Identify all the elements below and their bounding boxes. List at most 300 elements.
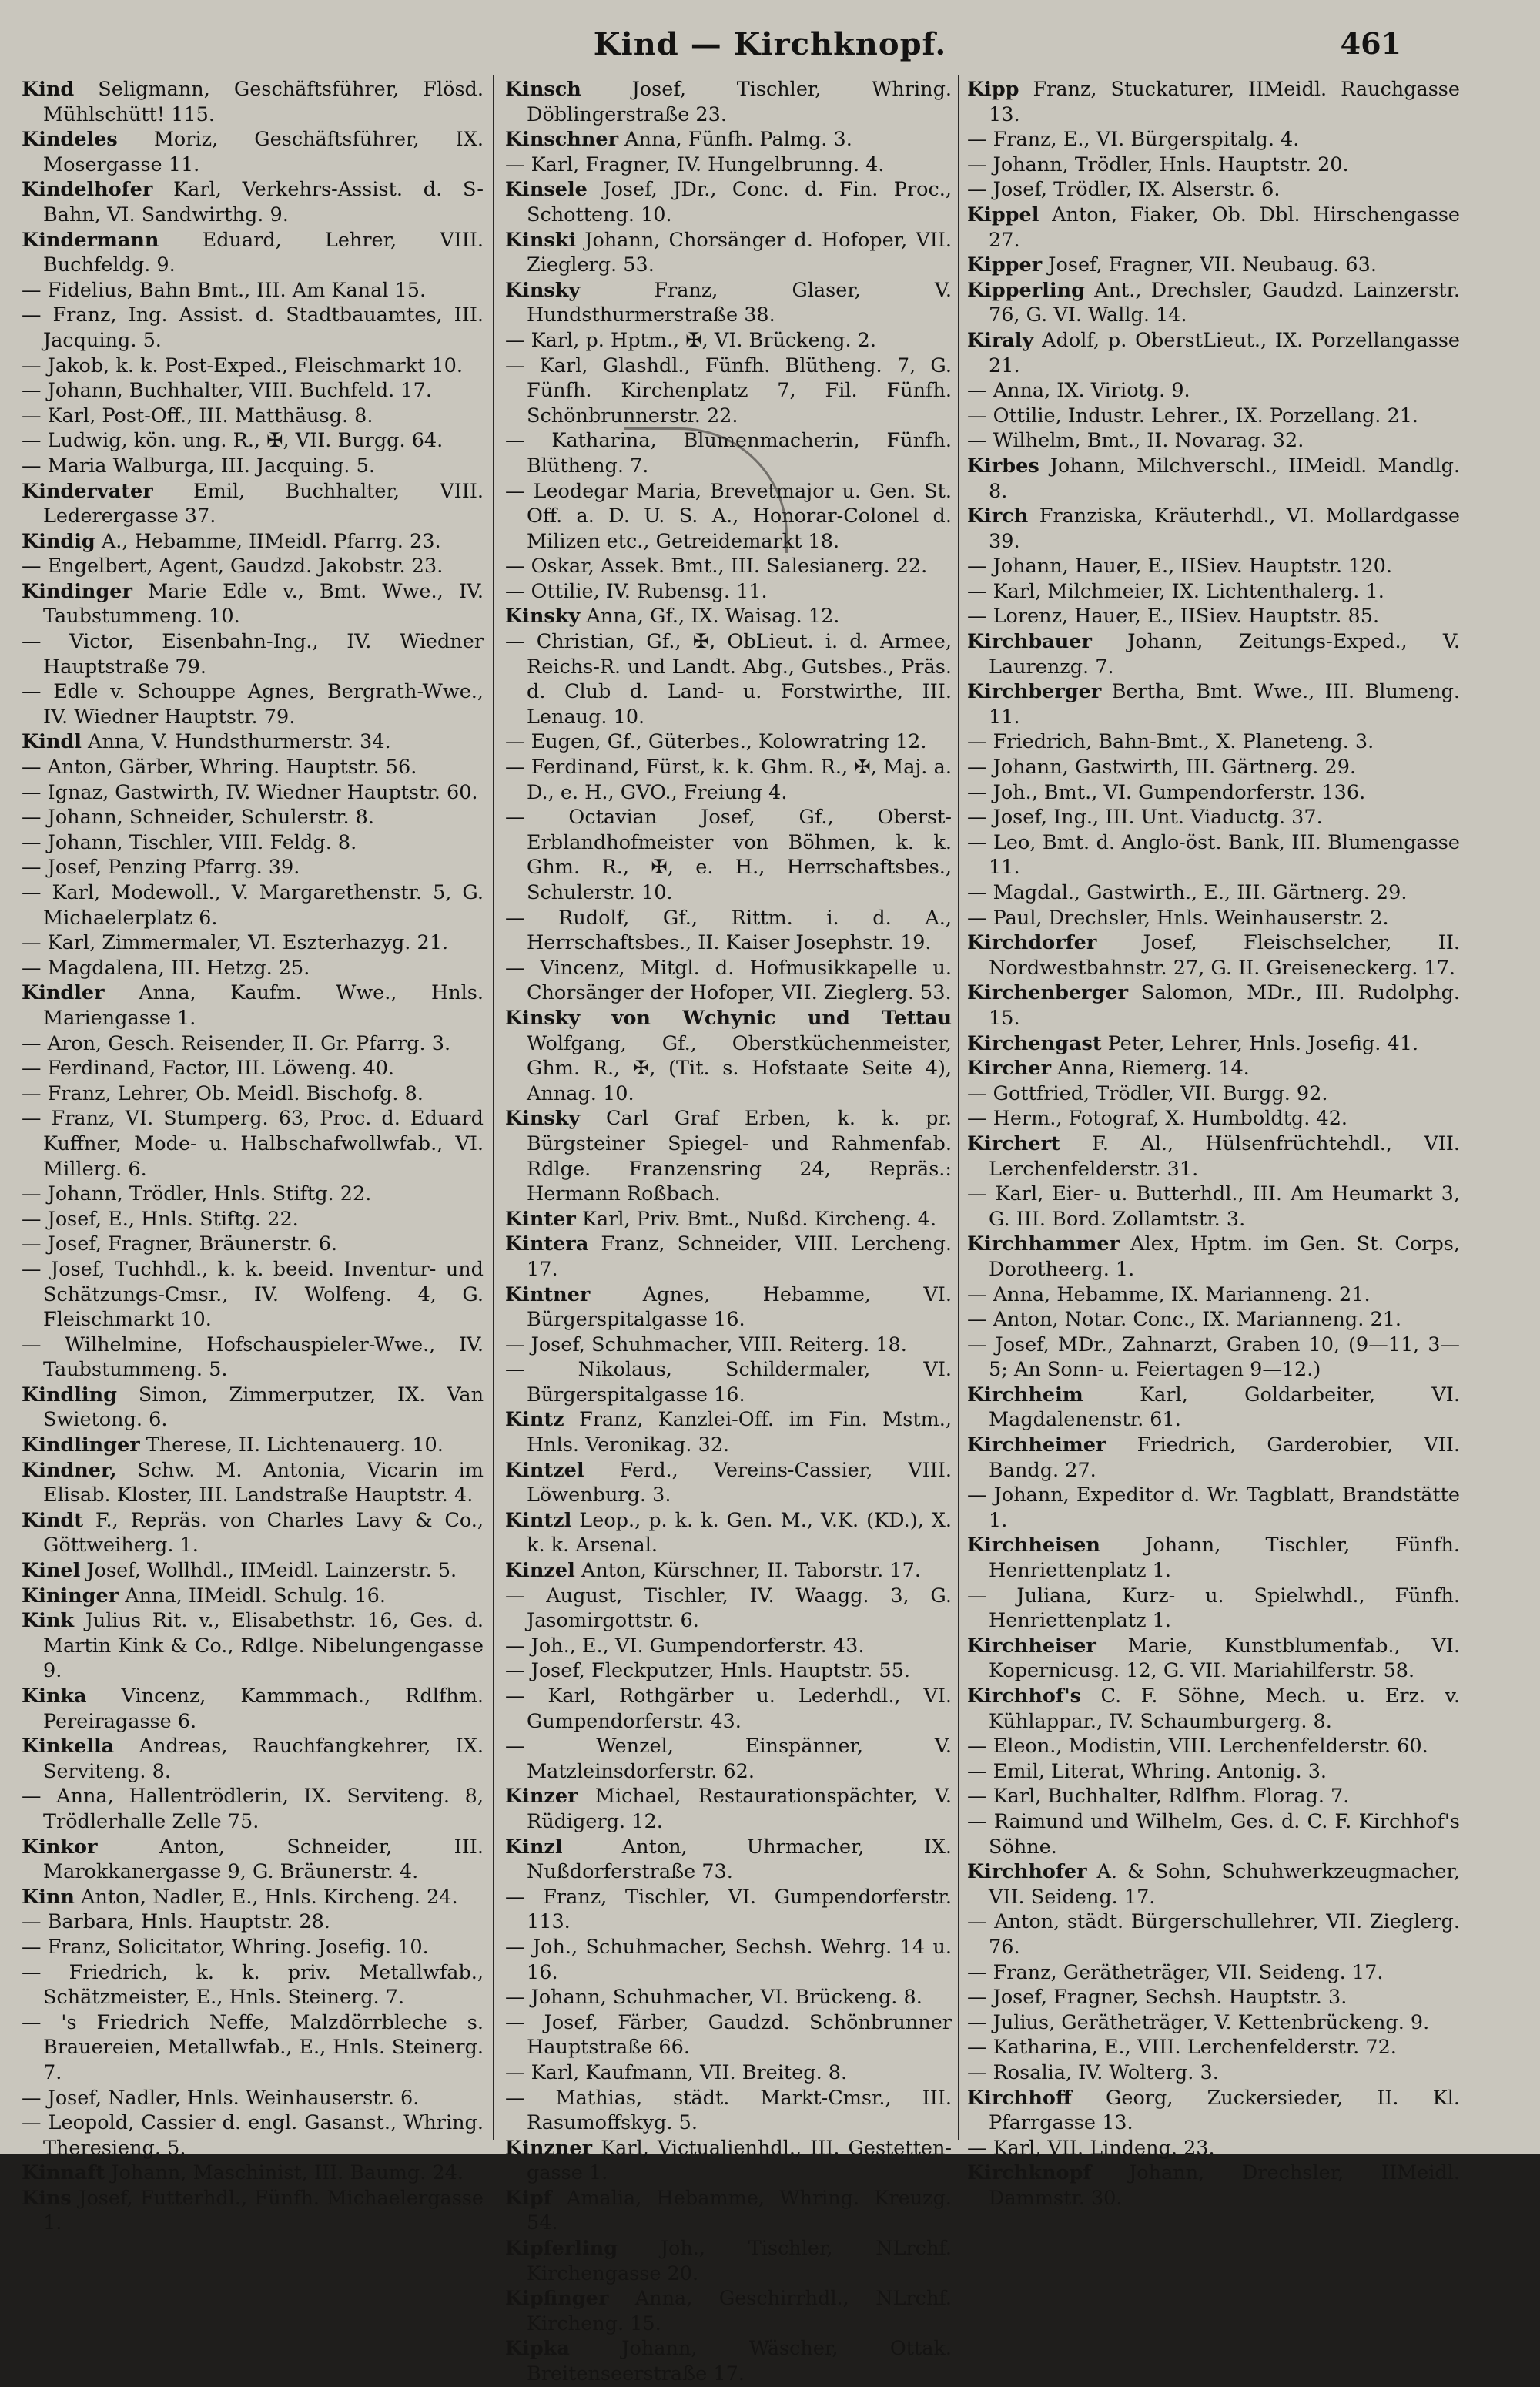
entry-details: Marie Edle v., Bmt. Wwe., IV. Taubstummeng. 10. (43, 579, 484, 629)
entry-details: — Eleon., Modistin, VIII. Lerchenfelderstr. 60. (967, 1735, 1428, 1758)
entry-details: — Anton, städt. Bürgerschullehrer, VII. Zieglerg. 76. (967, 1910, 1460, 1959)
directory-entry (505, 2186, 952, 2236)
entry-surname: Kinski (505, 228, 577, 252)
entry-details: — Johann, Tischler, VIII. Feldg. 8. (22, 830, 357, 854)
entry-surname: Kirchert (967, 1131, 1060, 1155)
entry-details: — Joh., Schuhmacher, Sechsh. Wehrg. 14 u. 16. (505, 1935, 952, 1984)
directory-entry (967, 729, 1460, 755)
entry-details: — Franz, VI. Stumperg. 63, Proc. d. Eduard Kuffner, Mode- u. Halbschafwollwfab., VI. Millerg. 6. (22, 1107, 484, 1181)
entry-details: — Anna, IX. Viriotg. 9. (967, 379, 1190, 403)
directory-entry (505, 1885, 952, 1935)
entry-surname: Kink (22, 1609, 75, 1633)
directory-entry (967, 880, 1460, 906)
directory-entry (967, 780, 1460, 806)
entry-details: — Wilhelmine, Hofschauspieler-Wwe., IV. Taubstummeng. 5. (22, 1333, 484, 1382)
entry-details: Johann, Tischler, Fünfh. Henriettenplatz 1. (989, 1534, 1460, 1583)
directory-entry (22, 1935, 484, 1960)
directory-entry (967, 554, 1460, 579)
directory-entry (22, 177, 484, 227)
entry-details: — Herm., Fotograf, X. Humboldtg. 42. (967, 1107, 1348, 1131)
entry-surname: Kirchhof's (967, 1685, 1082, 1708)
directory-entry (967, 1282, 1460, 1308)
directory-entry (22, 1584, 484, 1609)
directory-entry (967, 2136, 1460, 2161)
entry-details: Franz, Stuckaturer, IIMeidl. Rauchgasse 13. (989, 78, 1460, 126)
entry-details: Therese, II. Lichtenauerg. 10. (139, 1433, 444, 1457)
entry-surname: Kindinger (22, 579, 132, 603)
directory-entry (967, 2161, 1460, 2211)
entry-details: Anton, Uhrmacher, IX. Nußdorferstraße 73. (527, 1835, 952, 1884)
entry-details: — Julius, Gerätheträger, V. Kettenbrückeng. 9. (967, 2010, 1430, 2034)
directory-entry (967, 454, 1460, 504)
directory-entry (505, 1658, 952, 1684)
entry-details: — Josef, MDr., Zahnarzt, Graben 10, (9—11, 3—5; An Sonn- u. Feiertagen 9—12.) (967, 1333, 1460, 1382)
entry-details: — 's Friedrich Neffe, Malzdörrbleche s. Brauereien, Metallwfab., E., Hnls. Steinerg. 7. (22, 2010, 484, 2084)
directory-entry (22, 981, 484, 1031)
entry-details: — Karl, Buchhalter, Rdlfhm. Florag. 7. (967, 1785, 1350, 1809)
directory-entry (505, 1584, 952, 1634)
directory-entry (22, 1182, 484, 1207)
entry-details: — Friedrich, Bahn-Bmt., X. Planeteng. 3. (967, 730, 1374, 754)
entry-details: Emil, Buchhalter, VIII. Lederergasse 37. (43, 479, 484, 528)
entry-details: Josef, Wollhdl., IIMeidl. Lainzerstr. 5. (80, 1559, 457, 1583)
entry-details: A., Hebamme, IIMeidl. Pfarrg. 23. (95, 529, 441, 553)
directory-entry (505, 1835, 952, 1885)
directory-entry (967, 1131, 1460, 1182)
directory-entry (967, 203, 1460, 253)
entry-details: — Josef, Tuchhdl., k. k. beeid. Inventur- und Schätzungs-Cmsr., IV. Wolfeng. 4, G. Fleischmarkt 10. (22, 1257, 484, 1332)
entry-details: Andreas, Rauchfangkehrer, IX. Serviteng. 8. (43, 1735, 484, 1783)
directory-entry (967, 1383, 1460, 1433)
entry-details: — Ottilie, IV. Rubensg. 11. (505, 579, 768, 603)
directory-entry (967, 579, 1460, 605)
entry-details: — Katharina, Blumenmacherin, Fünfh. Blütheng. 7. (505, 429, 952, 478)
entry-details: Anna, V. Hundsthurmerstr. 34. (81, 730, 391, 754)
entry-details: — Franz, Tischler, VI. Gumpendorferstr. 113. (505, 1885, 952, 1934)
directory-entry (967, 153, 1460, 178)
entry-details: Amalia, Hebamme, Whring. Kreuzg. 54. (527, 2186, 952, 2235)
entry-details: — Oskar, Assek. Bmt., III. Salesianerg. 22. (505, 555, 928, 578)
directory-entry (967, 504, 1460, 554)
entry-details: Wolfgang, Gf., Oberstküchenmeister, Ghm. R., ✠, (Tit. s. Hofstaate Seite 4), Annag. 10. (527, 1031, 952, 1105)
entry-surname: Kipperling (967, 278, 1085, 302)
entry-details: — Josef, Schuhmacher, VIII. Reiterg. 18. (505, 1333, 907, 1356)
entry-details: — Juliana, Kurz- u. Spielwhdl., Fünfh. Henriettenplatz 1. (967, 1584, 1460, 1633)
directory-entry (967, 679, 1460, 729)
entry-details: — Gottfried, Trödler, VII. Burgg. 92. (967, 1081, 1328, 1105)
entry-surname: Kirchbauer (967, 630, 1092, 654)
entry-surname: Kintzl (505, 1508, 572, 1532)
directory-entry (505, 77, 952, 127)
directory-entry (505, 1207, 952, 1232)
entry-surname: Kindner, (22, 1458, 117, 1482)
entry-details: — Octavian Josef, Gf., Oberst-Erblandhofmeister von Böhmen, k. k. Ghm. R., ✠, e. H., Herrschaftsbes., Schulerstr. 10. (505, 806, 952, 904)
entry-details: — Eugen, Gf., Güterbes., Kolowratring 12. (505, 730, 927, 754)
directory-entry (967, 1483, 1460, 1533)
entry-surname: Kinel (22, 1559, 81, 1583)
directory-entry (505, 1232, 952, 1282)
directory-entry (967, 981, 1460, 1031)
directory-entry (967, 1081, 1460, 1107)
directory-entry (22, 1433, 484, 1458)
entry-surname: Kintera (505, 1232, 589, 1256)
directory-entry (505, 956, 952, 1006)
entry-details: — Karl, Rothgärber u. Lederhdl., VI. Gumpendorferstr. 43. (505, 1685, 952, 1733)
entry-details: Friedrich, Garderobier, VII. Bandg. 27. (989, 1433, 1460, 1482)
column-divider (958, 75, 959, 2140)
entry-details: — Josef, Fragner, Sechsh. Hauptstr. 3. (967, 1986, 1348, 2010)
directory-entry (22, 127, 484, 177)
directory-entry (505, 906, 952, 956)
entry-details: Seligmann, Geschäftsführer, Flösd. Mühlschütt! 115. (43, 78, 484, 126)
entry-details: — Karl, Glashdl., Fünfh. Blütheng. 7, G. Fünfh. Kirchenplatz 7, Fil. Fünfh. Schönbrunnerstr. 22. (505, 354, 952, 427)
directory-entry (967, 328, 1460, 378)
entry-details: Johann, Maschinist, III. Baumg. 24. (105, 2161, 464, 2185)
directory-entry (22, 554, 484, 579)
directory-entry (967, 906, 1460, 931)
entry-details: — Johann, Buchhalter, VIII. Buchfeld. 17. (22, 379, 432, 403)
directory-entry (505, 2236, 952, 2286)
entry-details: Franziska, Kräuterhdl., VI. Mollardgasse 39. (989, 505, 1460, 553)
directory-entry (505, 1935, 952, 1985)
directory-entry (967, 930, 1460, 981)
entry-details: — Anton, Gärber, Whring. Hauptstr. 56. (22, 756, 417, 779)
entry-details: Josef, Fragner, VII. Neubaug. 63. (1042, 253, 1377, 277)
entry-details: A. & Sohn, Schuhwerkzeugmacher, VII. Seideng. 17. (989, 1860, 1460, 1909)
entry-details: Karl, Victualienhdl., III. Gestetten-gasse 1. (527, 2136, 952, 2185)
entry-surname: Kins (22, 2186, 72, 2210)
entry-details: — Joh., Bmt., VI. Gumpendorferstr. 136. (967, 780, 1366, 804)
entry-details: Moriz, Geschäftsführer, IX. Mosergasse 11. (43, 128, 484, 176)
entry-details: Franz, Schneider, VIII. Lercheng. 17. (527, 1232, 952, 1281)
entry-details: — Johann, Trödler, Hnls. Hauptstr. 20. (967, 153, 1349, 176)
entry-surname: Kinzel (505, 1559, 575, 1583)
entry-surname: Kintz (505, 1408, 564, 1432)
directory-entry (967, 830, 1460, 880)
entry-details: — Rudolf, Gf., Rittm. i. d. A., Herrschaftsbes., II. Kaiser Josephstr. 19. (505, 906, 952, 955)
entry-details: Johann, Chorsänger d. Hofoper, VII. Zieglerg. 53. (527, 228, 952, 277)
entry-surname: Kinschner (505, 128, 619, 152)
entry-details: — Raimund und Wilhelm, Ges. d. C. F. Kirchhof's Söhne. (967, 1809, 1460, 1859)
entry-details: Johann, Milchverschl., IIMeidl. Mandlg. 8. (989, 454, 1460, 503)
page-title: Kind — Kirchknopf. (593, 26, 947, 62)
entry-details: Julius Rit. v., Elisabethstr. 16, Ges. d. Martin Kink & Co., Rdlge. Nibelungengasse 9. (43, 1609, 484, 1683)
entry-surname: Kinsky (505, 1107, 581, 1131)
directory-entry (22, 428, 484, 454)
directory-entry (967, 1859, 1460, 1909)
entry-details: Josef, Futterhdl., Fünfh. Michaelergasse 1. (43, 2186, 484, 2235)
directory-entry (505, 755, 952, 805)
entry-details: — Vincenz, Mitgl. d. Hofmusikkapelle u. Chorsänger der Hofoper, VII. Zieglerg. 53. (505, 956, 952, 1005)
directory-entry (22, 1909, 484, 1935)
entry-surname: Kirchhoff (967, 2086, 1072, 2110)
entry-surname: Kirch (967, 505, 1029, 528)
entry-details: Franz, Kanzlei-Off. im Fin. Mstm., Hnls. Veronikag. 32. (527, 1408, 952, 1457)
directory-entry (22, 2186, 484, 2236)
directory-entry (505, 354, 952, 429)
directory-entry (22, 303, 484, 353)
entry-surname: Kinn (22, 1885, 75, 1909)
directory-entry (967, 1433, 1460, 1483)
entry-surname: Kinkor (22, 1835, 98, 1859)
entry-surname: Kindervater (22, 479, 153, 503)
entry-surname: Kippel (967, 203, 1040, 226)
column-1 (22, 77, 484, 2235)
directory-entry (505, 805, 952, 905)
entry-details: — Friedrich, k. k. priv. Metallwfab., Schätzmeister, E., Hnls. Steinerg. 7. (22, 1960, 484, 2010)
entry-details: Schw. M. Antonia, Vicarin im Elisab. Kloster, III. Landstraße Hauptstr. 4. (43, 1458, 484, 1507)
directory-entry (967, 2035, 1460, 2060)
entry-details: Alex, Hptm. im Gen. St. Corps, Dorotheerg. 1. (989, 1232, 1460, 1281)
entry-surname: Kintzel (505, 1458, 584, 1482)
directory-entry (967, 253, 1460, 278)
directory-entry (967, 1584, 1460, 1634)
entry-details: — Emil, Literat, Whring. Antonig. 3. (967, 1759, 1327, 1783)
directory-entry (505, 1508, 952, 1558)
directory-entry (22, 830, 484, 856)
entry-details: Anna, IIMeidl. Schulg. 16. (119, 1584, 386, 1608)
entry-surname: Kirchengast (967, 1031, 1102, 1055)
entry-details: — Karl, Zimmermaler, VI. Eszterhazyg. 21. (22, 931, 449, 955)
entry-details: — Johann, Schneider, Schulerstr. 8. (22, 806, 375, 830)
entry-surname: Kindl (22, 730, 82, 754)
entry-surname: Kinsky von Wchynic und Tettau (505, 1006, 952, 1030)
directory-entry (967, 1106, 1460, 1131)
column-3 (967, 77, 1460, 2210)
directory-entry (22, 1106, 484, 1182)
entry-details: F., Repräs. von Charles Lavy & Co., Göttweiherg. 1. (43, 1508, 484, 1557)
entry-details: — Ferdinand, Fürst, k. k. Ghm. R., ✠, Maj. a. D., e. H., GVO., Freiung 4. (505, 756, 952, 804)
entry-details: — Karl, Modewoll., V. Margarethenstr. 5, G. Michaelerplatz 6. (22, 881, 484, 930)
directory-entry (967, 1985, 1460, 2010)
entry-surname: Kipferling (505, 2237, 618, 2261)
entry-details: — August, Tischler, IV. Waagg. 3, G. Jasomirgottstr. 6. (505, 1584, 952, 1633)
entry-details: Johann, Zeitungs-Exped., V. Laurenzg. 7. (989, 630, 1460, 679)
directory-entry (22, 1081, 484, 1107)
entry-details: — Josef, Nadler, Hnls. Weinhauserstr. 6. (22, 2086, 420, 2110)
entry-details: Johann, Wäscher, Ottak. Breitenseerstraße 17. (527, 2337, 952, 2386)
directory-entry (505, 604, 952, 629)
entry-surname: Kinsky (505, 605, 581, 629)
directory-entry (22, 1056, 484, 1081)
directory-entry (22, 77, 484, 127)
directory-entry (22, 679, 484, 729)
entry-details: Karl, Verkehrs-Assist. d. S-Bahn, VI. Sandwirthg. 9. (43, 178, 484, 226)
entry-surname: Kipfinger (505, 2287, 609, 2311)
entry-details: — Josef, Ing., III. Unt. Viaductg. 37. (967, 806, 1323, 830)
directory-entry (967, 1182, 1460, 1232)
directory-entry (967, 1307, 1460, 1333)
entry-surname: Kircher (967, 1057, 1052, 1081)
directory-entry (967, 1031, 1460, 1057)
directory-entry (505, 1333, 952, 1358)
directory-entry (22, 1383, 484, 1433)
entry-details: — Josef, Fleckputzer, Hnls. Hauptstr. 55. (505, 1659, 910, 1683)
directory-entry (22, 1508, 484, 1558)
entry-surname: Kinzner (505, 2136, 593, 2160)
directory-entry (505, 1558, 952, 1584)
directory-entry (22, 1207, 484, 1232)
entry-details: — Fidelius, Bahn Bmt., III. Am Kanal 15. (22, 278, 427, 302)
directory-entry (22, 629, 484, 679)
entry-details: Peter, Lehrer, Hnls. Josefig. 41. (1101, 1031, 1419, 1055)
entry-surname: Kirchenberger (967, 981, 1129, 1005)
directory-entry (505, 1106, 952, 1206)
directory-entry (22, 2010, 484, 2086)
page-number: 461 (1340, 26, 1401, 61)
entry-details: F. Al., Hülsenfrüchtehdl., VII. Lerchenfelderstr. 31. (989, 1131, 1460, 1181)
entry-details: — Leodegar Maria, Brevetmajor u. Gen. St. Off. a. D. U. S. A., Honorar-Colonel d. Milizen etc., Getreidemarkt 18. (505, 479, 952, 553)
directory-entry (967, 1809, 1460, 1859)
entry-details: — Barbara, Hnls. Hauptstr. 28. (22, 1910, 330, 1934)
directory-entry (505, 1357, 952, 1407)
entry-details: Anton, Schneider, III. Marokkanergasse 9, G. Bräunerstr. 4. (43, 1835, 484, 1884)
entry-surname: Kinka (22, 1685, 87, 1708)
entry-details: Anna, Gf., IX. Waisag. 12. (580, 605, 840, 629)
directory-entry (505, 153, 952, 178)
entry-details: — Paul, Drechsler, Hnls. Weinhauserstr. 2. (967, 906, 1389, 930)
entry-surname: Kirchdorfer (967, 931, 1097, 955)
directory-entry (505, 1282, 952, 1333)
entry-details: Anna, Geschirrhdl., NLrchf. Kircheng. 15. (527, 2287, 952, 2335)
entry-details: — Franz, E., VI. Bürgerspitalg. 4. (967, 128, 1300, 152)
entry-details: — Karl, Fragner, IV. Hungelbrunng. 4. (505, 153, 885, 176)
directory-entry (505, 228, 952, 278)
entry-surname: Kintner (505, 1282, 591, 1306)
entry-surname: Kirchheiser (967, 1634, 1096, 1658)
directory-entry (505, 2136, 952, 2186)
entry-details: — Wenzel, Einspänner, V. Matzleinsdorferstr. 62. (505, 1735, 952, 1783)
directory-entry (505, 177, 952, 227)
entry-details: — Johann, Expeditor d. Wr. Tagblatt, Brandstätte 1. (967, 1483, 1460, 1532)
entry-details: Bertha, Bmt. Wwe., III. Blumeng. 11. (989, 680, 1460, 729)
directory-entry (967, 378, 1460, 404)
directory-entry (22, 378, 484, 404)
entry-details: Eduard, Lehrer, VIII. Buchfeldg. 9. (43, 228, 484, 277)
entry-surname: Kipp (967, 78, 1019, 101)
directory-entry (967, 1232, 1460, 1282)
entry-details: Ant., Drechsler, Gaudzd. Lainzerstr. 76, G. VI. Wallg. 14. (989, 278, 1460, 327)
directory-entry (967, 428, 1460, 454)
directory-entry (505, 127, 952, 153)
directory-entry (967, 2010, 1460, 2036)
entry-details: Marie, Kunstblumenfab., VI. Kopernicusg. 12, G. VII. Mariahilferstr. 58. (989, 1634, 1460, 1683)
entry-details: — Magdal., Gastwirth., E., III. Gärtnerg. 29. (967, 881, 1408, 904)
entry-surname: Kipka (505, 2337, 570, 2361)
directory-entry (967, 1056, 1460, 1081)
entry-details: Anton, Kürschner, II. Taborstr. 17. (574, 1559, 921, 1583)
entry-details: — Josef, Fragner, Bräunerstr. 6. (22, 1232, 338, 1256)
directory-entry (967, 755, 1460, 780)
directory-entry (967, 404, 1460, 429)
directory-entry (505, 2086, 952, 2136)
directory-entry (505, 1784, 952, 1834)
entry-surname: Kindler (22, 981, 105, 1005)
entry-details: — Karl, VII. Lindeng. 23. (967, 2136, 1215, 2160)
entry-details: — Johann, Gastwirth, III. Gärtnerg. 29. (967, 756, 1357, 779)
directory-entry (22, 2086, 484, 2111)
entry-details: — Karl, p. Hptm., ✠, VI. Brückeng. 2. (505, 328, 876, 352)
directory-entry (22, 1734, 484, 1784)
directory-entry (967, 127, 1460, 153)
directory-entry (967, 1684, 1460, 1734)
directory-entry (22, 2110, 484, 2161)
directory-entry (505, 729, 952, 755)
entry-details: Johann, Drechsler, IIMeidl. Dammstr. 30. (989, 2161, 1460, 2210)
directory-entry (22, 930, 484, 956)
page-header (0, 22, 1540, 68)
directory-entry (967, 1909, 1460, 1960)
directory-entry (22, 805, 484, 830)
entry-details: Adolf, p. OberstLieut., IX. Porzellangasse 21. (989, 328, 1460, 377)
entry-details: — Franz, Solicitator, Whring. Josefig. 10. (22, 1935, 429, 1959)
entry-details: — Leopold, Cassier d. engl. Gasanst., Whring. Theresieng. 5. (22, 2111, 484, 2160)
entry-details: — Anton, Notar. Conc., IX. Marianneng. 21. (967, 1308, 1402, 1332)
directory-entry (967, 1333, 1460, 1383)
entry-surname: Kininger (22, 1584, 119, 1608)
entry-surname: Kindermann (22, 228, 159, 252)
directory-entry (505, 2286, 952, 2336)
directory-entry (22, 479, 484, 529)
directory-entry (22, 228, 484, 278)
entry-details: Franz, Glaser, V. Hundsthurmerstraße 38. (527, 278, 952, 327)
entry-surname: Kirchknopf (967, 2161, 1092, 2185)
directory-entry (22, 1031, 484, 1057)
entry-surname: Kinsch (505, 78, 581, 101)
entry-details: — Johann, Hauer, E., IISiev. Hauptstr. 120. (967, 555, 1392, 578)
directory-entry (505, 1985, 952, 2010)
entry-surname: Kinkella (22, 1735, 115, 1758)
entry-details: — Karl, Post-Off., III. Matthäusg. 8. (22, 404, 373, 427)
entry-details: — Franz, Gerätheträger, VII. Seideng. 17. (967, 1960, 1384, 1984)
directory-entry (22, 1885, 484, 1910)
entry-details: Michael, Restaurationspächter, V. Rüdigerg. 12. (527, 1785, 952, 1833)
directory-entry (22, 1257, 484, 1333)
directory-entry (505, 328, 952, 354)
entry-details: — Josef, Trödler, IX. Alserstr. 6. (967, 178, 1281, 202)
entry-surname: Kind (22, 78, 75, 101)
entry-details: — Karl, Milchmeier, IX. Lichtenthalerg. 1. (967, 579, 1384, 603)
directory-entry (22, 579, 484, 629)
entry-surname: Kirbes (967, 454, 1040, 478)
directory-entry (967, 629, 1460, 679)
entry-surname: Kindig (22, 529, 95, 553)
directory-entry (505, 2336, 952, 2386)
directory-entry (22, 1333, 484, 1383)
entry-details: Agnes, Hebamme, VI. Bürgerspitalgasse 16. (527, 1282, 952, 1332)
entry-details: — Ferdinand, Factor, III. Löweng. 40. (22, 1057, 395, 1081)
entry-details: Georg, Zuckersieder, II. Kl. Pfarrgasse 13. (989, 2086, 1460, 2135)
directory-entry (22, 755, 484, 780)
entry-details: Anton, Nadler, E., Hnls. Kircheng. 24. (74, 1885, 458, 1909)
directory-entry (22, 2161, 484, 2186)
directory-entry (967, 177, 1460, 203)
directory-entry (22, 1458, 484, 1508)
entry-details: — Leo, Bmt. d. Anglo-öst. Bank, III. Blumengasse 11. (967, 830, 1460, 880)
entry-details: — Edle v. Schouppe Agnes, Bergrath-Wwe., IV. Wiedner Hauptstr. 79. (22, 680, 484, 729)
directory-entry (505, 1407, 952, 1457)
entry-details: — Victor, Eisenbahn-Ing., IV. Wiedner Hauptstraße 79. (22, 630, 484, 679)
entry-surname: Kinter (505, 1207, 576, 1231)
entry-details: — Anna, Hallentrödlerin, IX. Serviteng. 8, Trödlerhalle Zelle 75. (22, 1785, 484, 1833)
entry-details: — Joh., E., VI. Gumpendorferstr. 43. (505, 1634, 865, 1658)
entry-details: — Josef, Penzing Pfarrg. 39. (22, 856, 300, 880)
directory-entry (505, 1458, 952, 1508)
entry-details: — Magdalena, III. Hetzg. 25. (22, 956, 310, 980)
directory-entry (505, 1734, 952, 1784)
directory-entry (22, 1835, 484, 1885)
entry-surname: Kiraly (967, 328, 1034, 352)
